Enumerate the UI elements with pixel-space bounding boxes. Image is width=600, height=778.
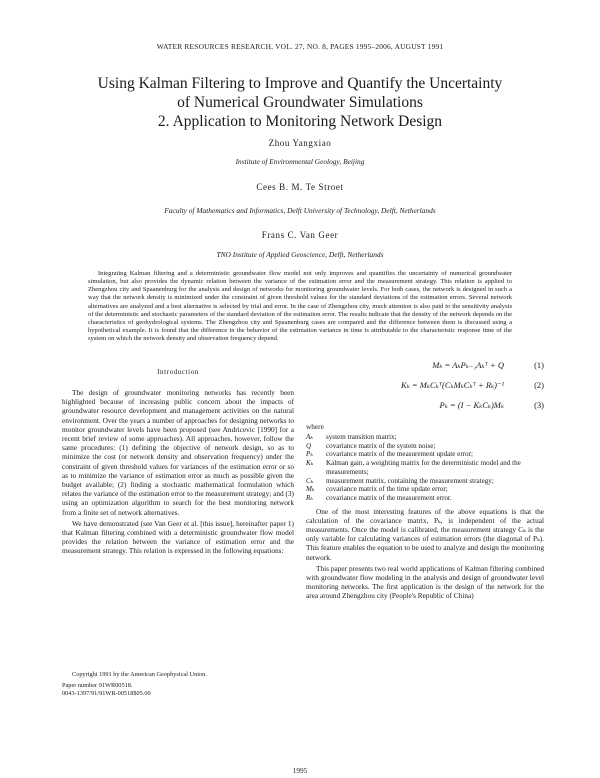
definition-symbol: Mₖ — [306, 485, 315, 494]
abstract: Integrating Kalman filtering and a deterministic groundwater flow model not only improves and quantifies the uncertainty of numerical groundwater simulation, but also provides the dynamic relation between the variance of the estimation error and the measurement strategy. This relation is applied to Zhengzhou city and Spaanenburg for the analysis and design of networks for monitoring groundwater levels. For both cases, the network is designed in such a way that the network density is minimized under the constraint of given threshold values for the standard deviations of the estimation errors. Several network alternatives are analyzed and a best alternative is selected by trial and error. In the case of Zhengzhou city, much attention is also paid to the sensitivity analysis of the deterministic and stochastic parameters of the standard deviation of the estimation error. The results indicate that the density of the network depends on the characteristics of geohydrological systems. The Zhengzhou city and Spaanenburg cases are compared and the difference between them is discussed using a hypothetical example. It is found that the difference in the behavior of the estimation variance in time is attributable to the characteristic response time of the system on which the network density and observation frequency depend. — [88, 270, 512, 343]
copyright-notice: Copyright 1991 by the American Geophysical Union. — [72, 671, 207, 678]
definition-item — [306, 459, 544, 476]
equation-3-number: (3) — [534, 400, 544, 410]
equation-1 — [306, 358, 544, 378]
author-3-affiliation: TNO Institute of Applied Geoscience, Delft, Netherlands — [216, 250, 384, 259]
definition-symbol: Cₖ — [306, 476, 314, 485]
title-line-1: Using Kalman Filtering to Improve and Quantify the Uncertainty — [97, 75, 503, 92]
definition-item — [306, 450, 544, 459]
equation-3 — [306, 398, 544, 418]
intro-paragraph-2: We have demonstrated (see Van Geer et al. [this issue], hereinafter paper 1) that Kalman filtering combined with a deterministic groundwater flow model provides the relation between the variance of estimation error and the measurement strategy. This relation is expressed in the following equations: — [62, 518, 294, 556]
definition-text: covariance matrix of the measurement error. — [326, 493, 452, 502]
definition-text: measurement matrix, containing the measurement strategy; — [326, 476, 494, 485]
journal-header: WATER RESOURCES RESEARCH, VOL. 27, NO. 8, PAGES 1995–2006, AUGUST 1991 — [156, 42, 444, 51]
issn-code: 0043-1397/91/91WR-00518$05.00 — [62, 689, 151, 697]
definition-item — [306, 442, 544, 451]
title-line-2: of Numerical Groundwater Simulations — [177, 94, 423, 111]
paper-title — [40, 74, 560, 131]
definition-text: system transition matrix; — [326, 433, 397, 441]
footnote — [62, 671, 294, 697]
where-label: where — [306, 422, 324, 431]
definition-item — [306, 485, 544, 494]
author-2-name: Cees B. M. Te Stroet — [256, 182, 344, 192]
definition-text: Kalman gain, a weighting matrix for the deterministic model and the measurements; — [326, 459, 521, 476]
equation-3-text: Pₖ = (I − KₖCₖ)Mₖ — [439, 400, 504, 410]
definition-item — [306, 433, 544, 442]
introduction-heading: Introduction — [157, 368, 199, 376]
definition-text: covariance matrix of the time update error; — [326, 485, 448, 494]
definition-text: covariance matrix of the measurement update error; — [326, 450, 473, 459]
equation-2 — [306, 378, 544, 398]
definition-item — [306, 477, 544, 486]
definition-symbol: Pₖ — [306, 450, 313, 459]
equation-1-number: (1) — [534, 360, 544, 370]
page-number: 1995 — [292, 766, 308, 775]
title-line-3: 2. Application to Monitoring Network Design — [157, 113, 443, 130]
definition-text: covariance matrix of the system noise; — [326, 441, 436, 450]
author-1-affiliation: Institute of Environmental Geology, Beijing — [235, 157, 365, 166]
author-2-affiliation: Faculty of Mathematics and Informatics, Delft University of Technology, Delft, Netherlands — [164, 206, 436, 215]
paper-number: Paper number 91WR00518. — [62, 682, 133, 690]
intro-paragraph-1: The design of groundwater monitoring networks has recently been highlighted because of increasing public concern about the impacts of groundwater resource development and management activities on the natural environment. Over the years a number of approaches for designing networks to monitor groundwater levels have been proposed (see Andricevic [1990] for a recent brief review of some approaches). All approaches, however, follow the same procedures: (1) defining the objective of network design, so as to minimize the cost (or network density and observation frequency) under the constraint of given threshold values for variances of the estimation error or so as to minimize the variance of estimation error as much as possible given the budget available; (2) finding a stochastic mathematical formulation which relates the variance of the estimation error to the measurement strategy; and (3) using an optimization algorithm to search for the best monitoring network from a finite set of network alternatives. — [62, 388, 294, 517]
definition-symbol: Rₖ — [306, 493, 313, 502]
definitions-list — [306, 433, 544, 503]
definition-symbol: Kₖ — [306, 459, 314, 468]
body-paragraph-2: This paper presents two real world applications of Kalman filtering combined with groundwater flow modeling in the analysis and design of groundwater level monitoring networks. The first application is the design of the network for the area around Zhengzhou city (People's Republic of China) — [306, 563, 544, 601]
definition-symbol: Aₖ — [306, 433, 313, 441]
right-column — [306, 358, 544, 603]
left-column — [62, 368, 294, 558]
definition-symbol: Q — [306, 441, 312, 450]
author-1-name: Zhou Yangxiao — [268, 138, 332, 148]
equation-2-text: Kₖ = MₖCₖᵀ(CₖMₖCₖᵀ + Rₖ)⁻¹ — [401, 380, 504, 390]
definition-item — [306, 494, 544, 503]
equation-2-number: (2) — [534, 380, 544, 390]
equation-1-text: Mₖ = AₖPₖ₋₁Aₖᵀ + Q — [432, 360, 504, 370]
author-3-name: Frans C. Van Geer — [261, 230, 339, 240]
body-paragraph-1: One of the most interesting features of the above equations is that the calculation of the covariance matrix, Pₖ, is independent of the actual measurements. Once the model is calibrated, the measurement strategy Cₖ is the only variable for calculating variances of estimation errors (the diagonal of Pₖ). This feature enables the equation to be used to analyze and design the monitoring network. — [306, 506, 544, 562]
